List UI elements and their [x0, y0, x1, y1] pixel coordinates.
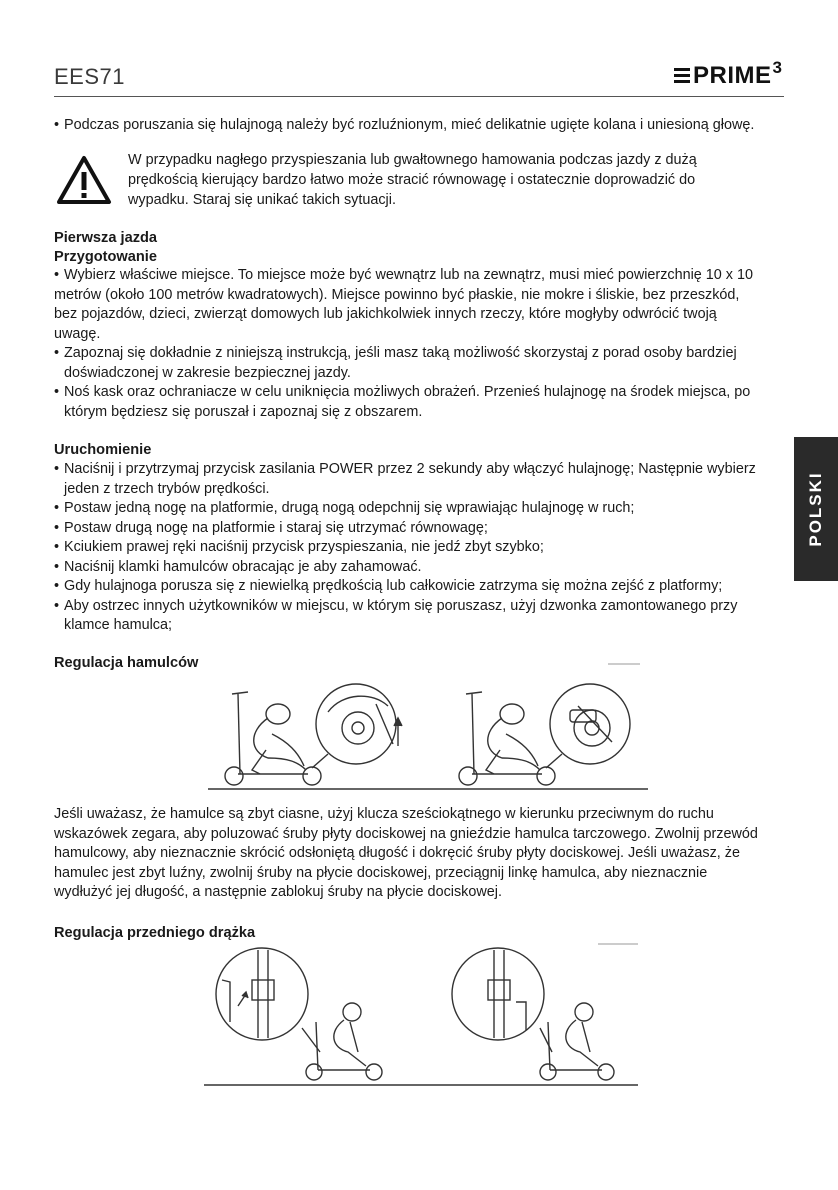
brake-adjustment-heading: Regulacja hamulców [54, 655, 199, 671]
list-item [54, 344, 794, 383]
brand-logo [674, 58, 782, 90]
list-item-line: metrów (około 100 metrów kwadratowych). Miejsce powinno być płaskie, nie mokre i śliskie, bez przeszkód, [54, 286, 740, 303]
language-tab [794, 437, 838, 581]
list-item-line: jeden z trzech trybów prędkości. [64, 480, 270, 497]
model-code: EES71 [54, 64, 125, 89]
list-item-line: którym będziesz się poruszał i zapoznaj się z obszarem. [64, 403, 423, 420]
list-item [54, 519, 794, 539]
intro-bullet: • Podczas poruszania się hulajnogą należy być rozluźnionym, mieć delikatnie ugięte kolana i uniesioną głowę. [54, 116, 794, 136]
list-item [54, 597, 794, 636]
front-rod-illustration [202, 942, 642, 1090]
list-item-line: • Postaw jedną nogę na platformie, drugą nogą odepchnij się wprawiając hulajnogę w ruch; [64, 500, 635, 516]
list-item-line: doświadczonej w zakresie bezpiecznej jazdy. [64, 364, 351, 381]
warning-line: prędkością kierujący bardzo łatwo może stracić równowagę i ostatecznie doprowadzić do [128, 171, 696, 188]
warning-line: wypadku. Staraj się unikać takich sytuacji. [128, 191, 396, 208]
list-item-line: • Wybierz właściwe miejsce. To miejsce może być wewnątrz lub na zewnątrz, musi mieć powierzchnię 10 x 10 [64, 267, 754, 283]
list-item-line: uwagę. [54, 325, 101, 342]
brand-name: PRIME [693, 62, 772, 89]
startup-list [54, 460, 794, 636]
description-line: wskazówek zegara, aby poluzować śruby płyty dociskowej na gnieździe hamulca tarczowego. Zwolnij przewód [54, 825, 758, 842]
brand-superscript: 3 [772, 58, 782, 77]
warning-line: W przypadku nagłego przyspieszania lub gwałtownego hamowania podczas jazdy z dużą [128, 152, 697, 168]
description-line: wydłużyć jej długość, a następnie zablokuj śruby na płycie dociskowej. [54, 884, 502, 900]
header-divider [54, 96, 784, 97]
list-item-line: • Gdy hulajnoga porusza się z niewielką prędkością lub całkowicie zatrzyma się można zejść z platformy; [64, 578, 723, 594]
warning-text [128, 151, 788, 210]
description-line: Jeśli uważasz, że hamulce są zbyt ciasne, użyj klucza sześciokątnego w kierunku przeciwnym do ruchu [54, 806, 714, 822]
list-item [54, 266, 794, 344]
list-item [54, 577, 794, 597]
list-item [54, 383, 794, 422]
list-item-line: • Aby ostrzec innych użytkowników w miejscu, w którym się poruszasz, użyj dzwonka zamontowanego przy [64, 597, 738, 614]
description-line: hamulcowy, aby nieznacznie skrócić odsłoniętą długość i dokręcić śruby płyty dociskowej. Jeśli uważasz, że [54, 845, 740, 861]
list-item-line: • Kciukiem prawej ręki naciśnij przycisk przyspieszania, nie jedź zbyt szybko; [64, 539, 544, 555]
logo-bars-icon [674, 68, 690, 83]
list-item-line: klamce hamulca; [64, 617, 172, 633]
preparation-heading: Przygotowanie [54, 249, 157, 265]
list-item-line: • Noś kask oraz ochraniacze w celu uniknięcia możliwych obrażeń. Przenieś hulajnogę na środek miejsca, po [64, 384, 751, 400]
startup-heading: Uruchomienie [54, 442, 152, 458]
list-item [54, 538, 794, 558]
description-line: hamulec jest zbyt luźny, zwolnij śruby na płycie dociskowej, przeciągnij linkę hamulca, aby nieznacznie [54, 864, 708, 881]
list-item-line: • Zapoznaj się dokładnie z niniejszą instrukcją, jeśli masz taką możliwość skorzystaj z porad osoby bardziej [64, 345, 737, 361]
list-item [54, 499, 794, 519]
list-item-line: • Postaw drugą nogę na platformie i staraj się utrzymać równowagę; [64, 519, 488, 536]
warning-triangle-icon [56, 155, 112, 205]
language-tab-label: POLSKI [806, 471, 825, 547]
list-item-line: • Naciśnij klamki hamulców obracając je aby zahamować. [64, 558, 422, 575]
brake-adjustment-illustration [208, 662, 648, 792]
preparation-list [54, 266, 794, 422]
list-item-line: bez pojazdów, dzieci, zwierząt domowych lub jakichkolwiek innych rzeczy, które mogłyby odwrócić twoją [54, 306, 717, 322]
list-item-line: • Naciśnij i przytrzymaj przycisk zasilania POWER przez 2 sekundy aby włączyć hulajnogę; Następnie wybierz [64, 461, 756, 477]
first-ride-heading: Pierwsza jazda [54, 230, 158, 246]
intro-paragraph [54, 116, 794, 136]
brake-adjustment-description [54, 805, 794, 903]
list-item [54, 460, 794, 499]
list-item [54, 558, 794, 578]
front-rod-heading: Regulacja przedniego drążka [54, 925, 256, 941]
